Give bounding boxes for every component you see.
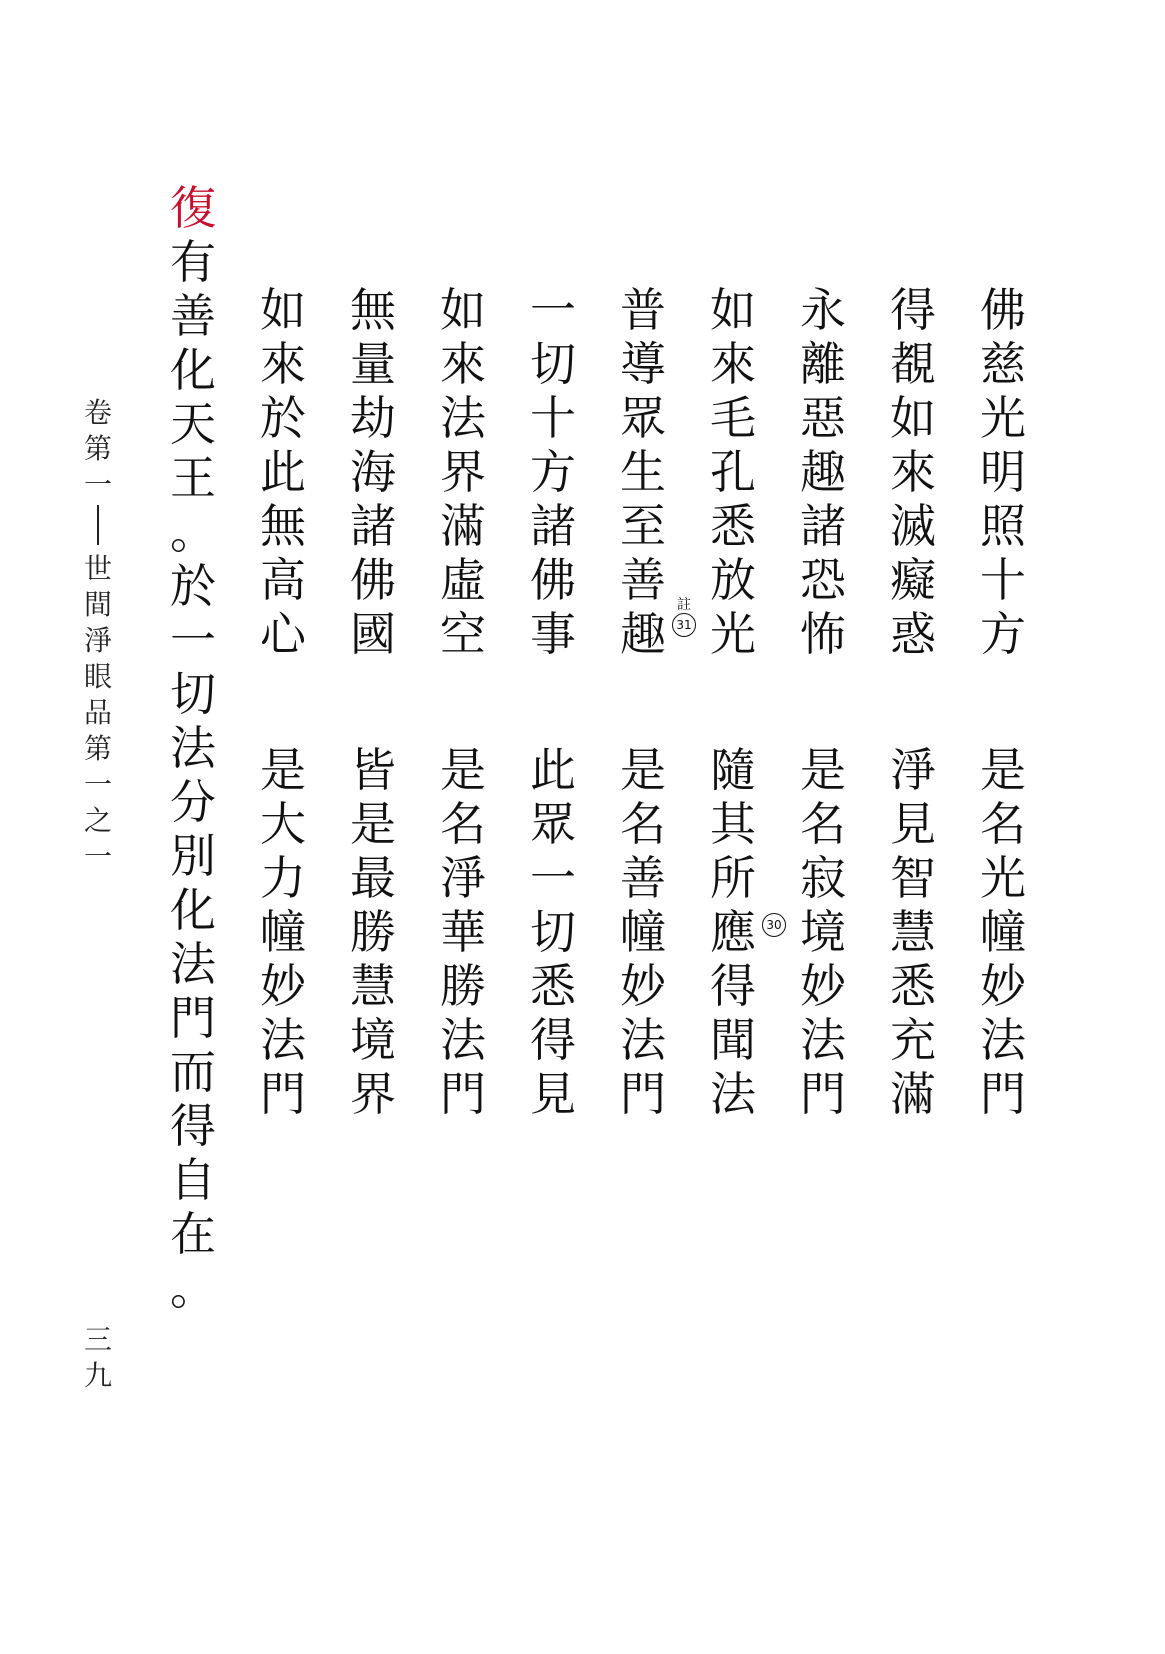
glyph: 門 (980, 1067, 1026, 1121)
glyph: 法 (170, 937, 216, 991)
glyph: 一 (530, 283, 576, 337)
verse-bottom-3 (793, 743, 853, 1121)
glyph: 一 (170, 613, 216, 667)
glyph: 隨 (710, 743, 756, 797)
glyph: 諸 (530, 499, 576, 553)
glyph: 得 (530, 1013, 576, 1067)
glyph: 法 (800, 1013, 846, 1067)
glyph: 光 (980, 391, 1026, 445)
glyph: 自 (170, 1153, 216, 1207)
glyph: 國 (350, 607, 396, 661)
glyph: 其 (710, 797, 756, 851)
glyph: 一 (83, 468, 112, 501)
verse-top-8 (343, 283, 403, 661)
verse-bottom-6 (523, 743, 583, 1121)
glyph: 慈 (980, 337, 1026, 391)
glyph: 最 (350, 851, 396, 905)
glyph: 來 (260, 337, 306, 391)
glyph: 是 (980, 743, 1026, 797)
glyph: 無 (260, 499, 306, 553)
glyph: 之 (83, 804, 112, 837)
page-number (78, 1322, 118, 1394)
glyph: 界 (350, 1067, 396, 1121)
glyph: 如 (710, 283, 756, 337)
glyph: 分 (170, 775, 216, 829)
glyph: 三 (83, 1323, 112, 1356)
verse-bottom-5 (613, 743, 673, 1121)
glyph: 境 (350, 1013, 396, 1067)
footnote-number-30: 30 (762, 913, 786, 937)
glyph: 一 (83, 840, 112, 873)
glyph: 門 (620, 1067, 666, 1121)
glyph: 見 (530, 1067, 576, 1121)
glyph: 界 (440, 445, 486, 499)
glyph: 天 (170, 397, 216, 451)
running-head-divider (97, 505, 99, 545)
glyph: 光 (710, 607, 756, 661)
verse-bottom-2 (883, 743, 943, 1121)
glyph: 妙 (980, 959, 1026, 1013)
glyph: 大 (260, 797, 306, 851)
verse-top-2 (883, 283, 943, 661)
footnote-tag: 註 (677, 597, 691, 613)
verse-bottom-7 (433, 743, 493, 1121)
prose-initial: 復 (170, 181, 216, 235)
glyph: 門 (800, 1067, 846, 1121)
glyph: 照 (980, 499, 1026, 553)
glyph: 眾 (530, 797, 576, 851)
glyph: 惑 (890, 607, 936, 661)
glyph: 所 (710, 851, 756, 905)
glyph: 善 (620, 553, 666, 607)
footnote-number-31: 31 (672, 613, 696, 637)
glyph: 淨 (83, 624, 112, 657)
glyph: 切 (530, 905, 576, 959)
glyph: 於 (260, 391, 306, 445)
glyph: 惡 (800, 391, 846, 445)
glyph: 事 (530, 607, 576, 661)
verse-top-9 (253, 283, 313, 661)
glyph: 方 (980, 607, 1026, 661)
glyph: 第 (83, 432, 112, 465)
glyph: 方 (530, 445, 576, 499)
glyph: 悉 (710, 499, 756, 553)
glyph: 勝 (440, 959, 486, 1013)
glyph: 滿 (890, 1067, 936, 1121)
glyph: 如 (440, 283, 486, 337)
glyph: 幢 (980, 905, 1026, 959)
glyph: 放 (710, 553, 756, 607)
glyph: 門 (170, 991, 216, 1045)
glyph: 此 (530, 743, 576, 797)
glyph: 佛 (350, 553, 396, 607)
glyph: 普 (620, 283, 666, 337)
verse-bottom-8 (343, 743, 403, 1121)
glyph: 聞 (710, 1013, 756, 1067)
glyph: 品 (83, 696, 112, 729)
glyph: 滅 (890, 499, 936, 553)
glyph: 是 (260, 743, 306, 797)
glyph: 妙 (260, 959, 306, 1013)
glyph: 海 (350, 445, 396, 499)
verse-top-7 (433, 283, 493, 661)
glyph: 華 (440, 905, 486, 959)
glyph: 第 (83, 732, 112, 765)
glyph: 來 (710, 337, 756, 391)
glyph: 趣 (800, 445, 846, 499)
running-head-chapter (78, 551, 118, 875)
footnote-marker-31 (671, 597, 697, 637)
glyph: 是 (350, 797, 396, 851)
glyph: 光 (980, 851, 1026, 905)
glyph: 幢 (620, 905, 666, 959)
glyph: 來 (440, 337, 486, 391)
glyph: 寂 (800, 851, 846, 905)
glyph: 諸 (350, 499, 396, 553)
glyph: 皆 (350, 743, 396, 797)
glyph: 無 (350, 283, 396, 337)
glyph: 高 (260, 553, 306, 607)
verse-top-1 (973, 283, 1033, 661)
glyph: 孔 (710, 445, 756, 499)
verse-top-6 (523, 283, 583, 661)
verse-bottom-9 (253, 743, 313, 1121)
glyph: 妙 (620, 959, 666, 1013)
glyph: 法 (980, 1013, 1026, 1067)
glyph: 。 (170, 505, 216, 559)
glyph: 一 (530, 851, 576, 905)
glyph: 法 (620, 1013, 666, 1067)
glyph: 門 (260, 1067, 306, 1121)
glyph: 得 (170, 1099, 216, 1153)
glyph: 悉 (530, 959, 576, 1013)
glyph: 。 (170, 1261, 216, 1315)
glyph: 佛 (530, 553, 576, 607)
glyph: 眾 (620, 391, 666, 445)
glyph: 善 (170, 289, 216, 343)
glyph: 眼 (83, 660, 112, 693)
glyph: 明 (980, 445, 1026, 499)
glyph: 別 (170, 829, 216, 883)
glyph: 毛 (710, 391, 756, 445)
glyph: 空 (440, 607, 486, 661)
glyph: 恐 (800, 553, 846, 607)
glyph: 見 (890, 797, 936, 851)
glyph: 法 (260, 1013, 306, 1067)
verse-top-4 (703, 283, 763, 661)
glyph: 是 (440, 743, 486, 797)
verse-bottom-4 (703, 743, 763, 1121)
verse-top-5 (613, 283, 673, 661)
glyph: 離 (800, 337, 846, 391)
glyph: 力 (260, 851, 306, 905)
glyph: 王 (170, 451, 216, 505)
glyph: 生 (620, 445, 666, 499)
glyph: 而 (170, 1045, 216, 1099)
glyph: 覩 (890, 337, 936, 391)
glyph: 虛 (440, 553, 486, 607)
glyph: 怖 (800, 607, 846, 661)
glyph: 切 (170, 667, 216, 721)
glyph: 一 (83, 768, 112, 801)
glyph: 世 (83, 552, 112, 585)
glyph: 妙 (800, 959, 846, 1013)
glyph: 卷 (83, 396, 112, 429)
glyph: 充 (890, 1013, 936, 1067)
glyph: 悉 (890, 959, 936, 1013)
glyph: 於 (170, 559, 216, 613)
glyph: 法 (440, 1013, 486, 1067)
running-head (78, 395, 118, 875)
glyph: 導 (620, 337, 666, 391)
glyph: 名 (620, 797, 666, 851)
glyph: 慧 (890, 905, 936, 959)
glyph: 淨 (440, 851, 486, 905)
glyph: 心 (260, 607, 306, 661)
glyph: 劫 (350, 391, 396, 445)
verse-bottom-1 (973, 743, 1033, 1121)
glyph: 十 (530, 391, 576, 445)
glyph: 滿 (440, 499, 486, 553)
glyph: 是 (800, 743, 846, 797)
glyph: 趣 (620, 607, 666, 661)
glyph: 永 (800, 283, 846, 337)
glyph: 如 (260, 283, 306, 337)
glyph: 法 (710, 1067, 756, 1121)
glyph: 化 (170, 883, 216, 937)
glyph: 善 (620, 851, 666, 905)
glyph: 間 (83, 588, 112, 621)
glyph: 境 (800, 905, 846, 959)
glyph: 佛 (980, 283, 1026, 337)
glyph: 至 (620, 499, 666, 553)
verse-top-3 (793, 283, 853, 661)
prose-text (163, 235, 223, 1315)
glyph: 名 (440, 797, 486, 851)
glyph: 切 (530, 337, 576, 391)
glyph: 名 (980, 797, 1026, 851)
prose-column (163, 181, 223, 1315)
glyph: 得 (890, 283, 936, 337)
glyph: 化 (170, 343, 216, 397)
glyph: 癡 (890, 553, 936, 607)
footnote-marker-30 (761, 913, 787, 937)
glyph: 得 (710, 959, 756, 1013)
glyph: 來 (890, 445, 936, 499)
glyph: 智 (890, 851, 936, 905)
glyph: 量 (350, 337, 396, 391)
glyph: 名 (800, 797, 846, 851)
glyph: 十 (980, 553, 1026, 607)
glyph: 法 (440, 391, 486, 445)
glyph: 門 (440, 1067, 486, 1121)
glyph: 諸 (800, 499, 846, 553)
glyph: 勝 (350, 905, 396, 959)
glyph: 如 (890, 391, 936, 445)
glyph: 九 (83, 1359, 112, 1392)
glyph: 應 (710, 905, 756, 959)
glyph: 在 (170, 1207, 216, 1261)
glyph: 慧 (350, 959, 396, 1013)
glyph: 有 (170, 235, 216, 289)
glyph: 幢 (260, 905, 306, 959)
running-head-volume (78, 395, 118, 503)
glyph: 是 (620, 743, 666, 797)
glyph: 淨 (890, 743, 936, 797)
glyph: 法 (170, 721, 216, 775)
glyph: 此 (260, 445, 306, 499)
